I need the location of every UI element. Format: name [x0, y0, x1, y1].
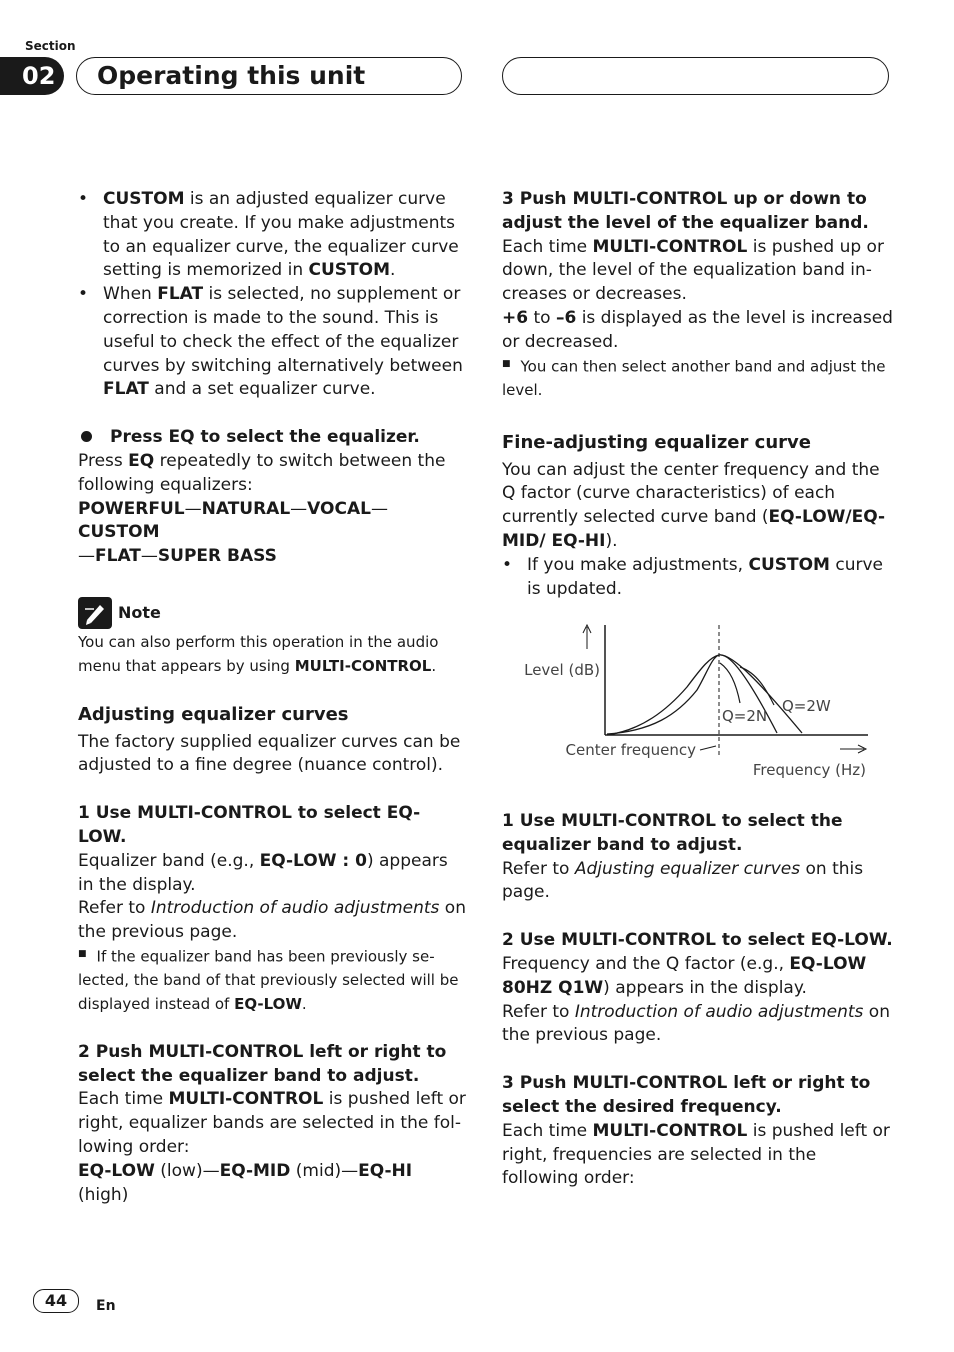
language-code: En	[96, 1298, 116, 1314]
square-bullet-icon: ■	[502, 358, 511, 369]
slash: /	[845, 507, 852, 528]
r-step3-heading: 3 Push MULTI-CONTROL left or right to select the desired frequency.	[502, 1073, 871, 1117]
bullet-dot: •	[78, 284, 89, 305]
center-frequency-label: Center frequency	[565, 741, 696, 759]
fine-adjusting-heading: Fine-adjusting equalizer curve	[502, 431, 811, 453]
ref-title: Adjusting equalizer curves	[574, 858, 801, 879]
term-eq-hi: EQ-HI	[551, 530, 606, 551]
text: repeatedly to switch between the following equalizers:	[78, 450, 446, 495]
text: Press	[78, 450, 129, 471]
ref-title: Introduction of audio adjustments	[150, 898, 440, 919]
term-eq-low-80hz-q1w: EQ-LOW 80HZ Q1W	[502, 953, 867, 998]
r-step1-heading: 1 Use MULTI-CONTROL to select the equalizer band to adjust.	[502, 811, 843, 855]
eq-custom: CUSTOM	[78, 522, 160, 543]
note-text	[78, 631, 466, 679]
term-minus-6: –6	[555, 307, 577, 328]
term-eq-mid: EQ-MID	[502, 507, 886, 551]
term-multi-control: MULTI-CONTROL	[592, 1120, 748, 1141]
bullet-dot: •	[502, 554, 513, 575]
text: (low)—	[154, 1160, 220, 1181]
fine-bullet	[502, 554, 894, 602]
bullet-flat	[78, 283, 466, 402]
level-label: Level (dB)	[524, 661, 600, 679]
term-multi-control: MULTI-CONTROL	[592, 236, 748, 257]
section-label: Section	[25, 39, 76, 53]
text: is an adjusted equalizer curve that you create. If you make adjustments to an equalizer curve, the equalizer curve setting is memorized in	[103, 189, 459, 281]
step1-note	[78, 945, 466, 1017]
header-empty-frame	[502, 57, 889, 95]
slash: /	[539, 530, 552, 551]
term-eq-low: EQ-LOW	[768, 507, 846, 528]
step2-heading: 2 Push MULTI-CONTROL left or right to select the equalizer band to adjust.	[78, 1041, 447, 1086]
term-eq-low: EQ-LOW	[78, 1160, 155, 1181]
dash: —	[290, 498, 308, 519]
frequency-label: Frequency (Hz)	[752, 761, 866, 779]
step3-heading: 3 Push MULTI-CONTROL up or down to adjust the level of the equalizer band.	[502, 189, 869, 233]
press-eq-text	[78, 450, 466, 498]
text: Each time	[78, 1089, 169, 1110]
step1-heading: 1 Use MULTI-CONTROL to select EQ-LOW.	[78, 803, 421, 847]
left-column	[78, 188, 466, 1207]
term-multi-control: MULTI-CONTROL	[294, 656, 432, 675]
eq-vocal: VOCAL	[307, 498, 371, 519]
dash: —	[370, 498, 388, 519]
text: is pushed left or right, equalizer bands are selected in the following order:	[78, 1089, 466, 1157]
text: If you make adjustments,	[527, 554, 749, 575]
text: is pushed left or right, frequencies are selected in the following order:	[502, 1120, 890, 1189]
r-step2-ref	[502, 1001, 894, 1049]
text: and a set equalizer curve.	[148, 379, 376, 400]
text: .	[431, 656, 437, 675]
fine-text	[502, 459, 894, 554]
term-custom: CUSTOM	[308, 260, 390, 281]
page-number: 44	[33, 1289, 79, 1313]
q2w-label: Q=2W	[782, 697, 831, 715]
ref-title: Introduction of audio adjustments	[574, 1001, 864, 1022]
text: You can adjust the center frequency and the Q factor (curve characteristics) of each currently selected curve band (	[502, 459, 880, 528]
term-multi-control: MULTI-CONTROL	[168, 1089, 324, 1110]
center-pointer-line	[700, 746, 716, 750]
text: on the previous page.	[78, 898, 466, 943]
text: ) appears in the display.	[603, 977, 807, 998]
term-eq-low: EQ-LOW	[234, 994, 302, 1013]
eq-powerful: POWERFUL	[78, 498, 185, 519]
text: ).	[605, 530, 618, 551]
right-column-lower	[502, 810, 894, 1191]
eq-super-bass: SUPER BASS	[157, 546, 277, 567]
text: Refer to	[502, 1001, 575, 1022]
text: on this page.	[502, 858, 864, 903]
equalizer-list	[78, 498, 466, 569]
press-eq-heading-text: Press EQ to select the equalizer.	[110, 427, 420, 448]
text: .	[301, 994, 307, 1013]
dash: —	[78, 546, 95, 567]
text: .	[390, 260, 396, 281]
text: ) appears in the display.	[78, 850, 448, 895]
term-flat: FLAT	[157, 284, 204, 305]
term-eq-low-0: EQ-LOW : 0	[259, 850, 367, 871]
text: You can also perform this operation in the audio menu that appears by using	[78, 632, 439, 675]
r-step3-text	[502, 1120, 894, 1191]
text: is pushed up or down, the level of the equalization band increases or decreases.	[502, 236, 884, 305]
pointer-q2w	[740, 667, 774, 705]
step2-text	[78, 1088, 466, 1159]
dash: —	[184, 498, 202, 519]
bullet-dot: •	[78, 189, 89, 209]
pencil-icon-svg	[78, 597, 112, 629]
text: is selected, no supplement or correction is made to the sound. This is useful to check the effect of the equalizer curves by switching alternatively between	[103, 284, 463, 376]
text: is displayed as the level is increased or decreased.	[502, 307, 893, 352]
curve-wide	[607, 655, 802, 735]
text: to	[528, 307, 556, 328]
text: on the previous page.	[502, 1001, 890, 1046]
q2n-label: Q=2N	[722, 707, 768, 725]
note-pencil-icon	[78, 597, 112, 629]
square-bullet-icon: ■	[78, 948, 87, 959]
text: Frequency and the Q factor (e.g.,	[502, 953, 790, 974]
eq-flat: FLAT	[95, 546, 141, 567]
eq-natural: NATURAL	[201, 498, 291, 519]
text: (high)	[78, 1184, 129, 1205]
press-eq-heading	[78, 426, 466, 450]
term-custom: CUSTOM	[103, 189, 185, 209]
page-title: Operating this unit	[97, 61, 366, 90]
step1-ref	[78, 897, 466, 945]
step3-text	[502, 236, 894, 307]
text: Refer to	[502, 858, 575, 879]
step-circle-icon	[81, 431, 92, 442]
term-eq-mid: EQ-MID	[219, 1160, 291, 1181]
bullet-custom	[78, 188, 466, 283]
term-custom: CUSTOM	[748, 554, 830, 575]
eq-curve-diagram	[502, 615, 894, 790]
section-number-badge: 02	[0, 57, 64, 95]
adjusting-text: The factory supplied equalizer curves can be adjusted to a fine degree (nuance control).	[78, 731, 461, 776]
text: Each time	[502, 1120, 593, 1141]
r-step2-text	[502, 953, 894, 1001]
text: Equalizer band (e.g.,	[78, 850, 260, 871]
right-column	[502, 188, 894, 601]
text: When	[103, 284, 158, 305]
text: If the equalizer band has been previously selected, the band of that previously selected will be displayed instead of	[78, 947, 459, 1013]
step1-text	[78, 850, 466, 898]
text: Refer to	[78, 898, 151, 919]
adjusting-heading: Adjusting equalizer curves	[78, 703, 349, 725]
dash: —	[140, 546, 158, 567]
note-title: Note	[118, 603, 161, 623]
term-eq: EQ	[128, 450, 155, 471]
text: You can then select another band and adjust the level.	[502, 356, 886, 399]
text: Each time	[502, 236, 593, 257]
step3-range	[502, 307, 894, 355]
r-step1-text	[502, 858, 894, 906]
text: curve is updated.	[527, 554, 884, 599]
step2-order	[78, 1160, 466, 1208]
term-plus-6: +6	[502, 307, 529, 328]
pointer-q2n	[720, 663, 740, 703]
step3-note	[502, 355, 894, 403]
term-eq-hi: EQ-HI	[358, 1160, 413, 1181]
r-step2-heading: 2 Use MULTI-CONTROL to select EQ-LOW.	[502, 930, 893, 951]
text: (mid)—	[290, 1160, 359, 1181]
note-header	[78, 597, 466, 629]
term-flat: FLAT	[103, 379, 149, 400]
